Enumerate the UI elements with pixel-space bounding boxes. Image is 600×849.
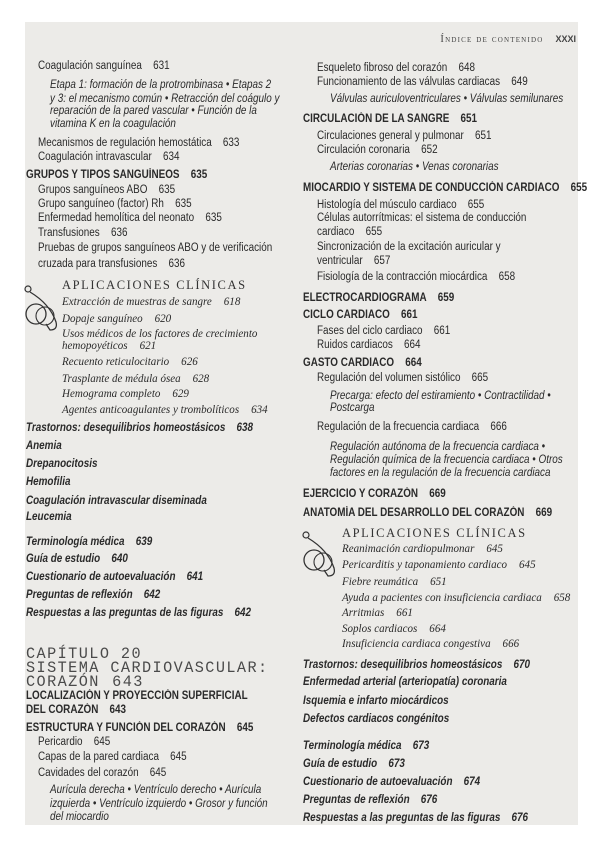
right-toc-entry — [317, 198, 484, 212]
entry-page-number: 639 — [135, 536, 153, 548]
right-toc-entry — [303, 356, 422, 370]
entry-page-number: 659 — [437, 292, 455, 304]
entry-page-number: 664 — [405, 357, 422, 369]
entry-page-number: 651 — [460, 113, 478, 125]
entry-page-number: 657 — [373, 255, 391, 267]
entry-title: Anemia — [26, 440, 62, 452]
entry-title: GRUPOS Y TIPOS SANGUÍNEOS — [26, 169, 180, 181]
entry-title: Reanimación cardiopulmonar — [342, 541, 475, 555]
right-toc-entry — [303, 658, 530, 672]
entry-title: del miocardio — [50, 811, 109, 823]
left-toc-entry — [38, 211, 222, 225]
entry-title: Arritmias — [342, 605, 385, 619]
entry-title: Trastornos: desequilibrios homeostásicos — [26, 422, 226, 434]
entry-title: CICLO CARDIACO — [303, 309, 390, 321]
entry-page-number: 665 — [471, 372, 489, 384]
entry-title: Coagulación intravascular — [38, 151, 152, 163]
left-toc-entry — [26, 588, 160, 602]
right-toc-entry — [317, 211, 526, 225]
entry-title: CORAZÓN — [26, 673, 100, 691]
right-toc-entry — [342, 541, 503, 555]
left-toc-entry — [62, 386, 189, 400]
left-toc-entry — [62, 294, 240, 308]
right-toc-entry — [303, 487, 446, 501]
entry-title: Preguntas de reflexión — [26, 589, 133, 601]
entry-page-number: 651 — [474, 130, 492, 142]
entry-page-number: 640 — [111, 553, 128, 565]
entry-page-number: 642 — [143, 589, 161, 601]
entry-title: hemopoyéticos — [62, 338, 128, 352]
right-toc-entry — [342, 636, 519, 650]
entry-title: Guía de estudio — [26, 553, 101, 565]
right-toc-entry — [330, 92, 563, 106]
left-toc-entry — [26, 494, 207, 508]
entry-title: Usos médicos de los factores de crecimiento — [62, 326, 258, 340]
right-toc-entry — [303, 739, 429, 753]
entry-page-number: 645 — [486, 541, 503, 555]
entry-title: Hemofilia — [26, 476, 71, 488]
left-toc-entry — [26, 703, 126, 717]
entry-title: ventricular — [317, 255, 363, 267]
entry-title: Fiebre reumática — [342, 574, 419, 588]
entry-page-number: 658 — [553, 590, 571, 604]
entry-page-number: 645 — [236, 722, 254, 734]
entry-title: reparación de la pared vascular • Función de la — [50, 105, 257, 117]
right-toc-entry — [303, 811, 528, 825]
entry-title: Trastornos: desequilibrios homeostásicos — [303, 659, 503, 671]
entry-title: Fisiología de la contracción miocárdica — [317, 271, 488, 283]
stethoscope-icon — [20, 284, 66, 334]
right-toc-entry — [303, 112, 477, 126]
right-toc-entry — [342, 590, 570, 604]
entry-title: ELECTROCARDIOGRAMA — [303, 292, 427, 304]
right-toc-entry — [330, 160, 499, 174]
entry-title: cardiaco — [317, 226, 355, 238]
right-toc-entry — [342, 605, 413, 619]
entry-title: Agentes anticoagulantes y trombolíticos — [62, 402, 240, 416]
entry-page-number: 631 — [153, 60, 170, 72]
entry-title: Arterias coronarias • Venas coronarias — [330, 161, 499, 173]
entry-title: Terminología médica — [26, 536, 125, 548]
entry-title: MIOCARDIO Y SISTEMA DE CONDUCCIÓN CARDIACO — [303, 182, 560, 194]
right-toc-entry — [317, 240, 501, 254]
entry-title: Sincronización de la excitación auricular y — [317, 241, 501, 253]
entry-page-number: 635 — [205, 212, 222, 224]
right-toc-entry — [303, 775, 480, 789]
entry-title: Pericarditis y taponamiento cardiaco — [342, 557, 508, 571]
left-toc-entry — [26, 535, 152, 549]
entry-title: Células autorrítmicas: el sistema de conducción — [317, 212, 527, 224]
entry-title: Circulación coronaria — [317, 144, 410, 156]
right-toc-entry — [317, 371, 488, 385]
header-page-number: XXXI — [555, 34, 576, 44]
right-toc-entry — [303, 308, 418, 322]
left-toc-entry — [50, 104, 257, 118]
left-toc-entry — [38, 241, 272, 255]
entry-page-number: 673 — [388, 758, 405, 770]
left-toc-entry — [26, 421, 253, 435]
left-toc-entry — [26, 689, 248, 703]
entry-title: CAPÍTULO 20 — [26, 645, 143, 663]
entry-title: Hemograma completo — [62, 386, 161, 400]
right-toc-entry — [303, 757, 405, 771]
entry-title: ANATOMÍA DEL DESARROLLO DEL CORAZÓN — [303, 507, 525, 519]
entry-title: APLICACIONES CLÍNICAS — [62, 278, 247, 292]
right-toc-entry — [317, 225, 382, 239]
entry-page-number: 676 — [420, 794, 438, 806]
left-toc-entry — [50, 810, 109, 824]
entry-page-number: 629 — [172, 386, 189, 400]
entry-page-number: 635 — [190, 169, 208, 181]
entry-title: Funcionamiento de las válvulas cardiacas — [317, 76, 501, 88]
entry-title: ESTRUCTURA Y FUNCIÓN DEL CORAZÓN — [26, 722, 226, 734]
right-toc-entry — [317, 270, 515, 284]
entry-page-number: 669 — [429, 488, 446, 500]
entry-title: Respuestas a las preguntas de las figuras — [26, 607, 224, 619]
entry-title: APLICACIONES CLÍNICAS — [342, 526, 527, 540]
right-toc-entry — [317, 420, 507, 434]
entry-page-number: 661 — [433, 325, 451, 337]
left-toc-entry — [38, 197, 192, 211]
entry-page-number: 636 — [110, 227, 128, 239]
right-toc-entry — [317, 143, 438, 157]
left-toc-entry — [38, 226, 127, 240]
entry-title: Histología del músculo cardiaco — [317, 199, 457, 211]
entry-page-number: 635 — [175, 198, 192, 210]
right-toc-entry — [342, 526, 527, 540]
right-toc-entry — [317, 254, 390, 268]
left-toc-entry — [26, 439, 62, 453]
entry-page-number: 641 — [186, 571, 204, 583]
entry-title: Enfermedad hemolítica del neonato — [38, 212, 195, 224]
entry-page-number: 643 — [112, 673, 144, 691]
entry-title: SISTEMA CARDIOVASCULAR: — [26, 659, 269, 677]
entry-title: Fases del ciclo cardiaco — [317, 325, 423, 337]
entry-page-number: 655 — [365, 226, 383, 238]
entry-title: Circulaciones general y pulmonar — [317, 130, 464, 142]
right-toc-entry — [330, 453, 563, 467]
entry-title: Dopaje sanguíneo — [62, 311, 143, 325]
entry-page-number: 661 — [396, 605, 413, 619]
entry-title: Postcarga — [330, 402, 375, 414]
right-toc-entry — [303, 181, 587, 195]
entry-title: Cuestionario de autoevaluación — [303, 776, 453, 788]
entry-title: Coagulación intravascular diseminada — [26, 495, 207, 507]
left-toc-entry — [50, 797, 268, 811]
right-toc-entry — [330, 466, 550, 480]
entry-title: Enfermedad arterial (arteriopatía) coronaria — [303, 676, 507, 688]
entry-title: Esqueleto fibroso del corazón — [317, 62, 448, 74]
running-header — [440, 34, 576, 45]
left-toc-entry — [26, 457, 97, 471]
right-toc-entry — [330, 440, 545, 454]
entry-title: Capas de la pared cardiaca — [38, 751, 159, 763]
left-toc-entry — [62, 278, 247, 292]
right-toc-entry — [317, 324, 450, 338]
right-toc-entry — [303, 712, 449, 726]
entry-page-number: 652 — [421, 144, 438, 156]
left-toc-entry — [50, 78, 271, 92]
entry-title: Isquemia e infarto miocárdicos — [303, 695, 449, 707]
right-toc-entry — [303, 793, 437, 807]
right-toc-entry — [342, 621, 446, 635]
entry-title: Respuestas a las preguntas de las figuras — [303, 812, 501, 824]
entry-title: cruzada para transfusiones — [38, 258, 158, 270]
entry-title: CIRCULACIÓN DE LA SANGRE — [303, 113, 450, 125]
entry-title: Regulación del volumen sistólico — [317, 372, 461, 384]
right-toc-entry — [317, 75, 528, 89]
entry-page-number: 634 — [162, 151, 180, 163]
entry-title: Pruebas de grupos sanguíneos ABO y de verificación — [38, 242, 273, 254]
entry-title: Guía de estudio — [303, 758, 378, 770]
right-toc-entry — [317, 129, 491, 143]
entry-page-number: 642 — [234, 607, 252, 619]
left-toc-entry — [26, 606, 251, 620]
entry-title: Válvulas auriculoventriculares • Válvulas semilunares — [330, 93, 564, 105]
entry-title: Mecanismos de regulación hemostática — [38, 137, 212, 149]
entry-page-number: 645 — [149, 767, 167, 779]
left-toc-entry — [26, 721, 253, 735]
left-toc-entry — [26, 475, 71, 489]
entry-page-number: 658 — [498, 271, 516, 283]
entry-title: Etapa 1: formación de la protrombinasa • Etapas 2 — [50, 79, 272, 91]
entry-page-number: 635 — [158, 184, 176, 196]
entry-page-number: 648 — [458, 62, 475, 74]
entry-title: Cavidades del corazón — [38, 767, 139, 779]
left-toc-entry — [38, 59, 170, 73]
entry-title: Terminología médica — [303, 740, 402, 752]
right-toc-entry — [303, 291, 454, 305]
entry-page-number: 673 — [412, 740, 430, 752]
entry-page-number: 645 — [519, 557, 536, 571]
entry-title: Extracción de muestras de sangre — [62, 294, 212, 308]
left-toc-entry — [50, 117, 176, 131]
entry-page-number: 643 — [109, 704, 127, 716]
entry-title: Soplos cardiacos — [342, 621, 418, 635]
entry-title: Pericardio — [38, 736, 83, 748]
entry-title: EJERCICIO Y CORAZÓN — [303, 488, 419, 500]
left-toc-entry — [62, 338, 156, 352]
entry-page-number: 636 — [168, 258, 185, 270]
entry-title: DEL CORAZÓN — [26, 704, 99, 716]
entry-page-number: 634 — [251, 402, 268, 416]
left-toc-entry — [26, 510, 72, 524]
entry-page-number: 626 — [181, 354, 198, 368]
left-toc-entry — [62, 354, 198, 368]
entry-page-number: 638 — [236, 422, 253, 434]
right-toc-entry — [303, 694, 449, 708]
entry-page-number: 645 — [93, 736, 111, 748]
header-title: Índice de contenido — [440, 34, 544, 45]
entry-title: Regulación autónoma de la frecuencia cardiaca • — [330, 441, 546, 453]
left-toc-entry — [62, 402, 268, 416]
entry-page-number: 651 — [430, 574, 447, 588]
right-toc-entry — [317, 61, 475, 75]
entry-page-number: 655 — [467, 199, 485, 211]
entry-page-number: 674 — [463, 776, 481, 788]
entry-title: Regulación de la frecuencia cardiaca — [317, 421, 480, 433]
entry-title: Aurícula derecha • Ventrículo derecho • Aurícula — [50, 784, 262, 796]
entry-page-number: 669 — [535, 507, 553, 519]
entry-title: Recuento reticulocitario — [62, 354, 170, 368]
left-toc-entry — [38, 766, 166, 780]
entry-page-number: 628 — [192, 371, 210, 385]
entry-page-number: 620 — [154, 311, 172, 325]
entry-title: izquierda • Ventrículo izquierdo • Grosor y función — [50, 798, 268, 810]
left-toc-entry — [26, 168, 207, 182]
entry-title: Precarga: efecto del estiramiento • Contractilidad • — [330, 390, 551, 402]
left-toc-entry — [50, 783, 261, 797]
entry-page-number: 649 — [511, 76, 528, 88]
entry-title: Insuficiencia cardiaca congestiva — [342, 636, 491, 650]
entry-title: y 3: el mecanismo común • Retracción del coágulo y — [50, 93, 280, 105]
entry-page-number: 676 — [511, 812, 529, 824]
entry-page-number: 666 — [502, 636, 520, 650]
entry-page-number: 664 — [404, 339, 421, 351]
left-toc-entry — [38, 183, 175, 197]
entry-title: GASTO CARDIACO — [303, 357, 395, 369]
entry-title: Ruidos cardiacos — [317, 339, 393, 351]
entry-title: Grupo sanguíneo (factor) Rh — [38, 198, 164, 210]
entry-title: Defectos cardiacos congénitos — [303, 713, 450, 725]
entry-title: Preguntas de reflexión — [303, 794, 410, 806]
right-toc-entry — [330, 401, 375, 415]
entry-page-number: 664 — [429, 621, 446, 635]
entry-page-number: 645 — [170, 751, 187, 763]
entry-title: Coagulación sanguínea — [38, 60, 142, 72]
left-toc-entry — [62, 311, 171, 325]
left-toc-entry — [38, 257, 185, 271]
right-toc-entry — [317, 338, 421, 352]
entry-page-number: 661 — [400, 309, 418, 321]
right-toc-entry — [303, 506, 552, 520]
entry-page-number: 621 — [139, 338, 157, 352]
left-toc-entry — [62, 371, 209, 385]
right-toc-entry — [303, 675, 507, 689]
left-toc-entry — [26, 570, 203, 584]
right-toc-entry — [342, 557, 536, 571]
left-toc-entry — [38, 136, 239, 150]
left-toc-entry — [26, 552, 128, 566]
entry-page-number: 666 — [490, 421, 507, 433]
entry-title: Ayuda a pacientes con insuficiencia cardiaca — [342, 590, 542, 604]
entry-page-number: 618 — [223, 294, 241, 308]
entry-title: Grupos sanguíneos ABO — [38, 184, 148, 196]
left-toc-entry — [26, 674, 144, 690]
entry-title: Leucemia — [26, 511, 72, 523]
entry-title: LOCALIZACIÓN Y PROYECCIÓN SUPERFICIAL — [26, 690, 248, 702]
entry-title: Trasplante de médula ósea — [62, 371, 181, 385]
entry-page-number: 655 — [570, 182, 588, 194]
left-toc-entry — [38, 150, 179, 164]
entry-title: vitamina K en la coagulación — [50, 118, 176, 130]
entry-title: Regulación química de la frecuencia cardiaca • Otros — [330, 454, 563, 466]
entry-page-number: 670 — [513, 659, 530, 671]
entry-title: Drepanocitosis — [26, 458, 98, 470]
stethoscope-icon — [298, 530, 344, 580]
left-toc-entry — [38, 735, 110, 749]
left-toc-entry — [38, 750, 187, 764]
entry-title: Transfusiones — [38, 227, 100, 239]
entry-title: Cuestionario de autoevaluación — [26, 571, 176, 583]
entry-title: factores en la regulación de la frecuencia cardiaca — [330, 467, 551, 479]
right-toc-entry — [342, 574, 447, 588]
entry-page-number: 633 — [222, 137, 240, 149]
